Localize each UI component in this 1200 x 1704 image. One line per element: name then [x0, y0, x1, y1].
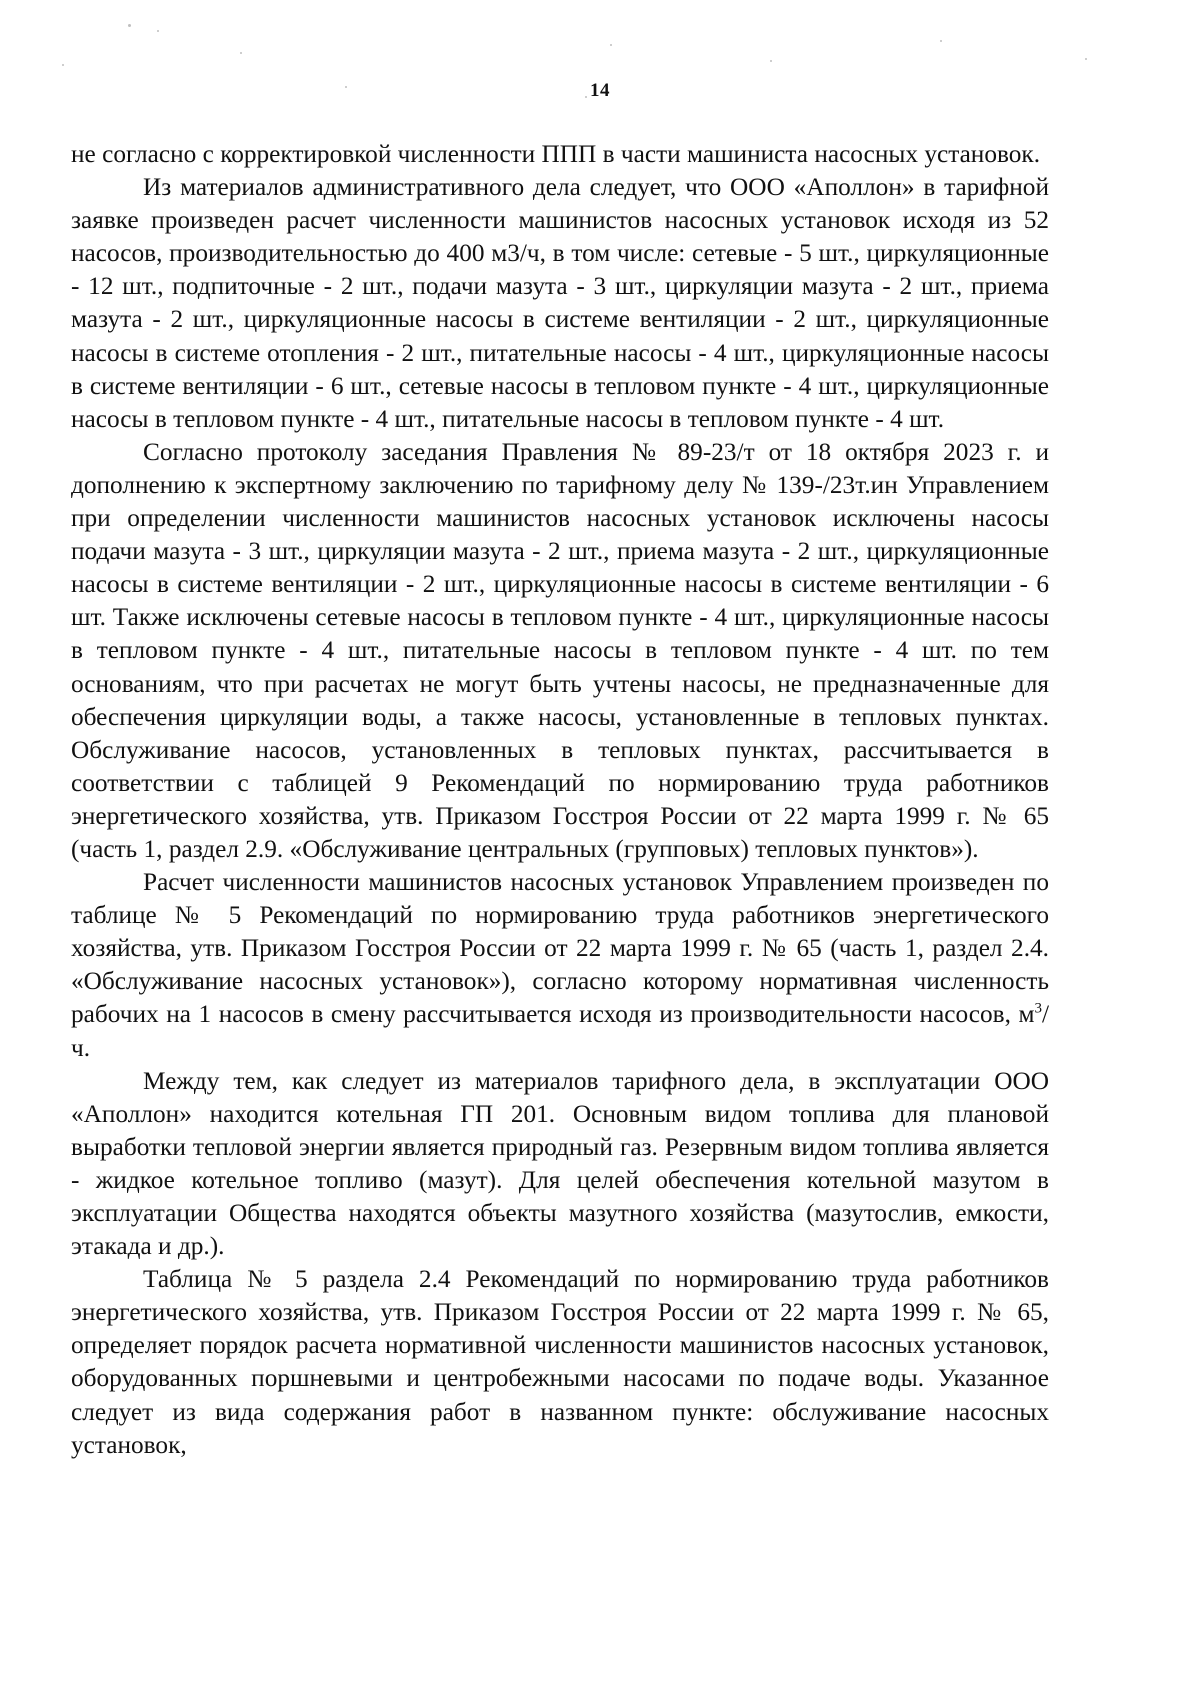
paragraph: не согласно с корректировкой численности ППП в части машиниста насосных установок.	[71, 140, 1041, 168]
page-number: 14	[590, 80, 610, 101]
scan-noise	[62, 64, 64, 66]
scan-noise	[1085, 58, 1087, 60]
paragraph-text: /ч.	[71, 1000, 1049, 1062]
scan-noise	[157, 30, 159, 32]
scan-noise	[940, 40, 942, 42]
scan-noise	[128, 24, 131, 27]
paragraph: Таблица № 5 раздела 2.4 Рекомендаций по нормированию труда работников энергетического хозяйства, утв. Приказом Госстроя России от 22 марта 1999 г. № 65, определяет порядок расчета нормативной численности машинистов насосных установок, оборудованных поршневыми и центробежными насосами по подаче воды. Указанное следует из вида содержания работ в названном пункте: обслуживание насосных установок,	[71, 1265, 1049, 1459]
scan-noise	[240, 52, 242, 54]
document-body	[71, 138, 1049, 1462]
scan-noise	[770, 60, 772, 62]
paragraph: Между тем, как следует из материалов тарифного дела, в эксплуатации ООО «Аполлон» находится котельная ГП 201. Основным видом топлива для плановой выработки тепловой энергии является природный газ. Резервным видом топлива является - жидкое котельное топливо (мазут). Для целей обеспечения котельной мазутом в эксплуатации Общества находятся объекты мазутного хозяйства (мазутослив, емкости, этакада и др.).	[71, 1066, 1049, 1261]
scan-noise	[610, 44, 612, 46]
paragraph: Согласно протоколу заседания Правления № 89-23/т от 18 октября 2023 г. и дополнению к экспертному заключению по тарифному делу № 139-/23т.ин Управлением при определении численности машинистов насосных установок исключены насосы подачи мазута - 3 шт., циркуляции мазута - 2 шт., приема мазута - 2 шт., циркуляционные насосы в системе вентиляции - 2 шт., циркуляционные насосы в системе вентиляции - 6 шт. Также исключены сетевые насосы в тепловом пункте - 4 шт., циркуляционные насосы в тепловом пункте - 4 шт., питательные насосы в тепловом пункте - 4 шт. по тем основаниям, что при расчетах не могут быть учтены насосы, не предназначенные для обеспечения циркуляции воды, а также насосы, установленные в тепловых пунктах. Обслуживание насосов, установленных в тепловых пунктах, рассчитывается в соответствии с таблицей 9 Рекомендаций по нормированию труда работников энергетического хозяйства, утв. Приказом Госстроя России от 22 марта 1999 г. № 65 (часть 1, раздел 2.9. «Обслуживание центральных (групповых) тепловых пунктов»).	[71, 437, 1049, 863]
superscript: 3	[1034, 1001, 1042, 1018]
paragraph: Из материалов административного дела следует, что ООО «Аполлон» в тарифной заявке произведен расчет численности машинистов насосных установок исходя из 52 насосов, производительностью до 400 м3/ч, в том числе: сетевые - 5 шт., циркуляционные - 12 шт., подпиточные - 2 шт., подачи мазута - 3 шт., циркуляции мазута - 2 шт., приема мазута - 2 шт., циркуляционные насосы в системе вентиляции - 2 шт., циркуляционные насосы в системе отопления - 2 шт., питательные насосы - 4 шт., циркуляционные насосы в системе вентиляции - 6 шт., сетевые насосы в тепловом пункте - 4 шт., циркуляционные насосы в тепловом пункте - 4 шт., питательные насосы в тепловом пункте - 4 шт.	[71, 173, 1049, 433]
paragraph	[71, 866, 1049, 1065]
paragraph-text: Расчет численности машинистов насосных установок Управлением произведен по таблице № 5 Рекомендаций по нормированию труда работников энергетического хозяйства, утв. Приказом Госстроя России от 22 марта 1999 г. № 65 (часть 1, раздел 2.4. «Обслуживание насосных установок»), согласно которому нормативная численность рабочих на 1 насосов в смену рассчитывается исходя из производительности насосов, м	[71, 868, 1049, 1029]
